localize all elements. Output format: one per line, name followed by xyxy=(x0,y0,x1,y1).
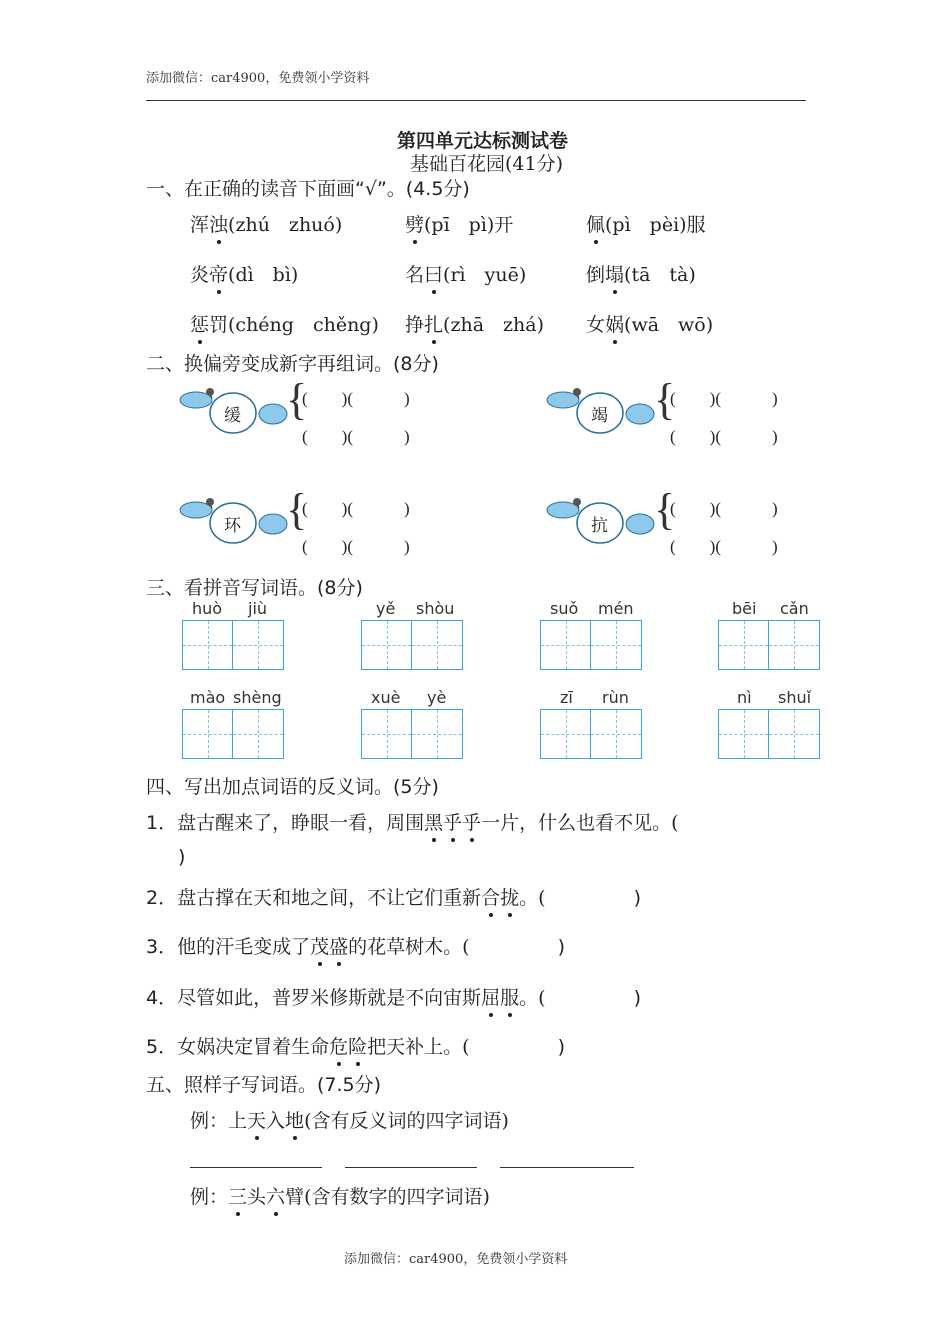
py-4b: cǎn xyxy=(780,599,809,618)
writing-grid-8[interactable] xyxy=(718,709,820,759)
page-subtitle: 基础百花园(41分) xyxy=(410,153,564,175)
page-title: 第四单元达标测试卷 xyxy=(397,130,569,152)
s1-item-5: 名曰(rì yuē) xyxy=(405,260,526,287)
s4-question-3: 3．他的汗毛变成了茂盛的花草树木。( ) xyxy=(146,932,565,959)
py-6b: yè xyxy=(427,688,447,707)
s1-item-2: 劈(pī pì)开 xyxy=(405,210,513,237)
s2-row-2a: ( )( ) xyxy=(670,389,778,408)
py-8a: nì xyxy=(737,688,752,707)
s2-char-3: 环 xyxy=(224,516,241,536)
s2-brace-4: { xyxy=(654,485,676,534)
writing-grid-4[interactable] xyxy=(718,620,820,670)
s2-brace-3: { xyxy=(286,485,308,534)
s1-item-9: 女娲(wā wō) xyxy=(586,310,713,337)
section5-heading: 五、照样子写词语。(7.5分) xyxy=(146,1074,382,1096)
writing-grid-2[interactable] xyxy=(361,620,463,670)
s4-question-2: 2．盘古撑在天和地之间，不让它们重新合拢。( ) xyxy=(146,883,641,910)
s2-row-4b: ( )( ) xyxy=(670,537,778,556)
s2-row-1a: ( )( ) xyxy=(302,389,410,408)
section3-heading: 三、看拼音写词语。(8分) xyxy=(146,577,363,599)
s2-brace-1: { xyxy=(286,375,308,424)
s2-row-3b: ( )( ) xyxy=(302,537,410,556)
writing-grid-1[interactable] xyxy=(182,620,284,670)
header-note: 添加微信：car4900，免费领小学资料 xyxy=(146,71,370,86)
py-2a: yě xyxy=(376,599,396,618)
s4-question-4: 4．尽管如此，普罗米修斯就是不向宙斯屈服。( ) xyxy=(146,983,641,1010)
answer-line-1[interactable] xyxy=(190,1167,322,1168)
s2-row-3a: ( )( ) xyxy=(302,499,410,518)
py-1a: huò xyxy=(192,599,223,618)
dotted-word: 黑乎乎 xyxy=(424,812,481,834)
s5-example-2: 例：三头六臂(含有数字的四字词语) xyxy=(190,1182,490,1209)
footer-note: 添加微信：car4900，免费领小学资料 xyxy=(344,1252,568,1267)
s2-brace-2: { xyxy=(654,375,676,424)
s1-item-8: 挣扎(zhā zhá) xyxy=(405,310,544,337)
section1-heading: 一、在正确的读音下面画“√”。(4.5分) xyxy=(146,178,470,200)
s4-question-1: 1．盘古醒来了，睁眼一看，周围黑乎乎一片，什么也看不见。( xyxy=(146,808,679,835)
section2-heading: 二、换偏旁变成新字再组词。(8分) xyxy=(146,353,439,375)
s1-item-4: 炎帝(dì bì) xyxy=(190,260,298,287)
writing-grid-5[interactable] xyxy=(182,709,284,759)
s2-char-4: 抗 xyxy=(591,516,608,536)
s2-row-2b: ( )( ) xyxy=(670,427,778,446)
section4-heading: 四、写出加点词语的反义词。(5分) xyxy=(146,776,439,798)
s4-question-1-close: ) xyxy=(178,846,186,868)
s2-row-1b: ( )( ) xyxy=(302,427,410,446)
s1-item-1: 浑浊(zhú zhuó) xyxy=(190,210,342,237)
s2-row-4a: ( )( ) xyxy=(670,499,778,518)
writing-grid-7[interactable] xyxy=(540,709,642,759)
writing-grid-3[interactable] xyxy=(540,620,642,670)
py-7b: rùn xyxy=(602,688,629,707)
s1-item-3: 佩(pì pèi)服 xyxy=(586,210,706,237)
py-4a: bēi xyxy=(732,599,757,618)
answer-line-3[interactable] xyxy=(500,1167,634,1168)
s5-example-1: 例：上天入地(含有反义词的四字词语) xyxy=(190,1106,509,1133)
s1-item-6: 倒塌(tā tà) xyxy=(586,260,696,287)
writing-grid-6[interactable] xyxy=(361,709,463,759)
s2-char-1: 缓 xyxy=(224,406,241,426)
py-3b: mén xyxy=(598,599,634,618)
py-7a: zī xyxy=(560,688,573,707)
py-3a: suǒ xyxy=(550,599,579,618)
py-5b: shèng xyxy=(233,688,282,707)
py-5a: mào xyxy=(190,688,226,707)
py-2b: shòu xyxy=(416,599,455,618)
s4-question-5: 5．女娲决定冒着生命危险把天补上。( ) xyxy=(146,1032,565,1059)
s2-char-2: 竭 xyxy=(591,406,608,426)
py-8b: shuǐ xyxy=(778,688,812,707)
py-1b: jiù xyxy=(248,599,268,618)
py-6a: xuè xyxy=(371,688,401,707)
answer-line-2[interactable] xyxy=(345,1167,477,1168)
s1-item-7: 惩罚(chéng chěng) xyxy=(190,310,379,337)
header-rule xyxy=(146,100,806,101)
